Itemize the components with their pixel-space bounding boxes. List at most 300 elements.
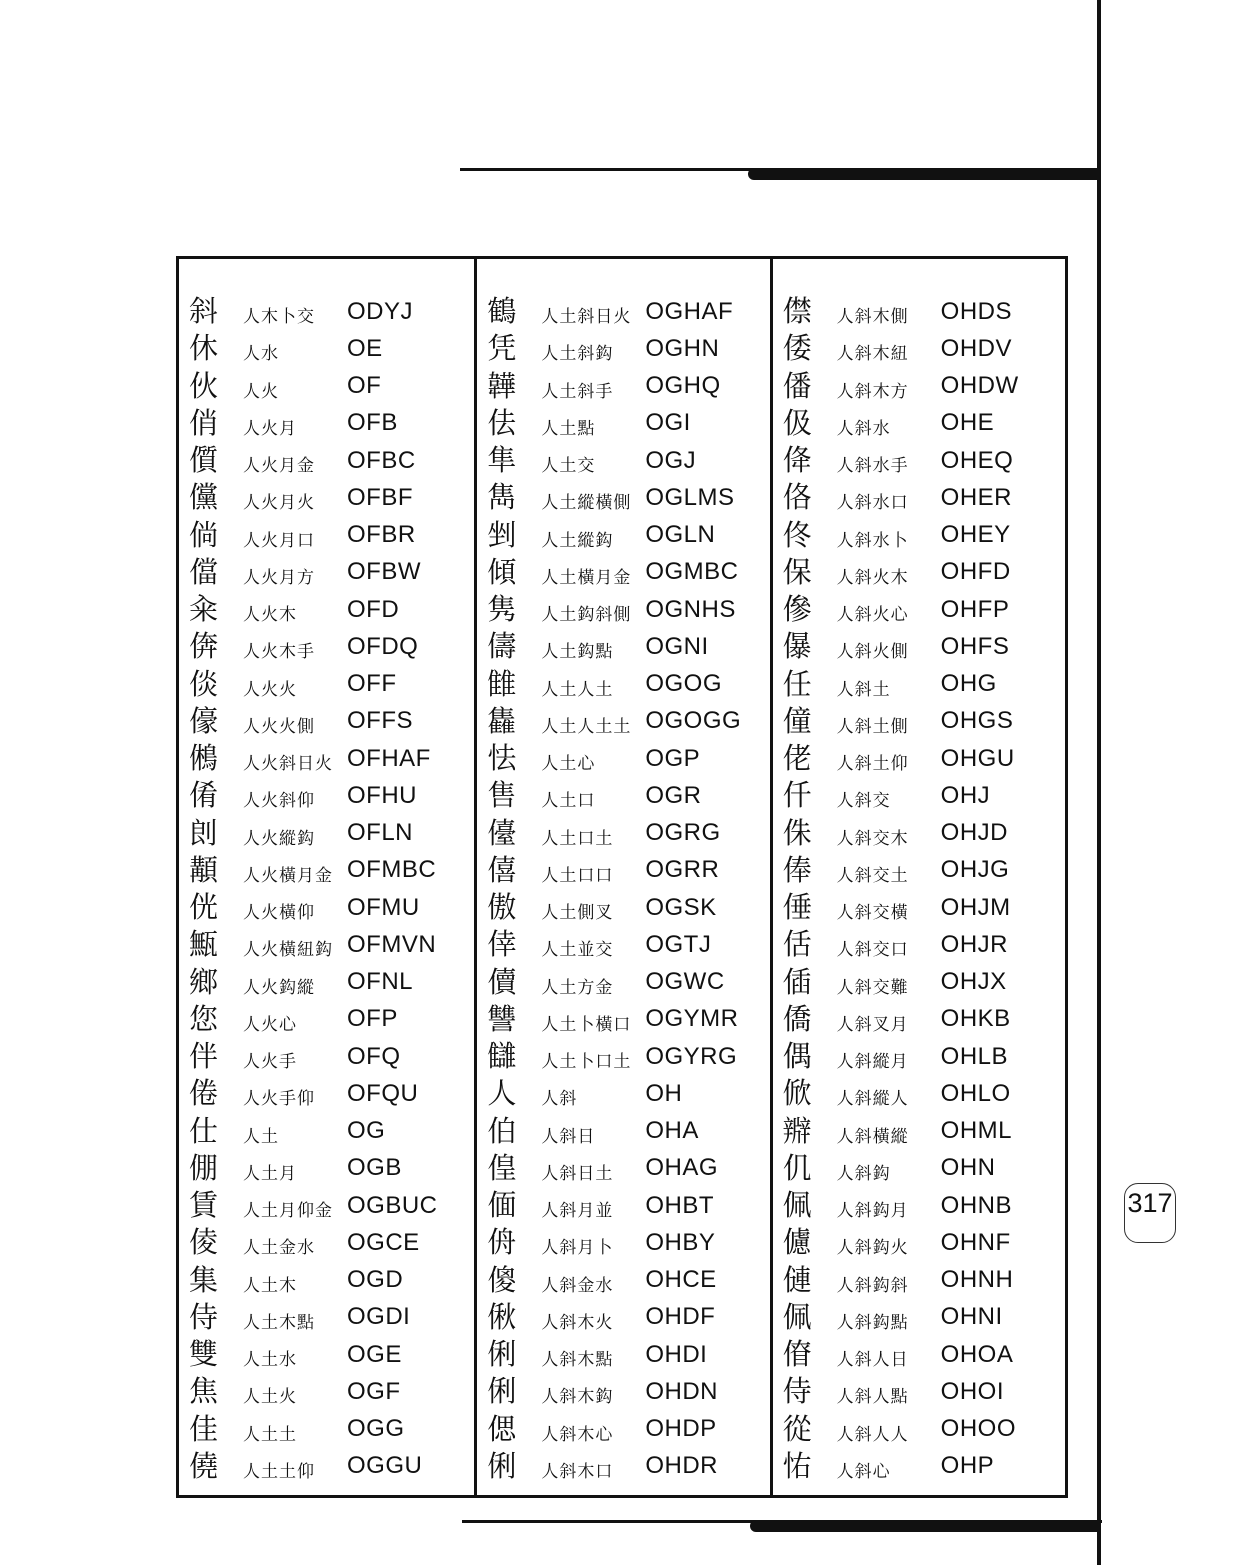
code: OHML bbox=[940, 1117, 1013, 1145]
radicals: 人土火 bbox=[243, 1387, 297, 1408]
code: OHOO bbox=[940, 1415, 1017, 1443]
radicals: 人火火側 bbox=[243, 716, 315, 737]
character: 偶 bbox=[782, 1039, 812, 1074]
radicals: 人火斜仰 bbox=[243, 791, 315, 812]
radicals: 人土側叉 bbox=[541, 903, 614, 924]
code: OGB bbox=[347, 1154, 402, 1182]
table-row bbox=[783, 1187, 1065, 1224]
code: OHFD bbox=[940, 558, 1011, 586]
character: 倖 bbox=[487, 927, 517, 962]
radicals: 人火月 bbox=[243, 418, 297, 439]
table-row bbox=[783, 293, 1065, 330]
character: 佸 bbox=[782, 927, 812, 962]
radicals: 人水 bbox=[243, 344, 279, 365]
top-rule-bar bbox=[748, 168, 1100, 180]
radicals: 人斜土側 bbox=[836, 716, 909, 737]
table-row bbox=[189, 368, 474, 405]
code: OHNB bbox=[940, 1191, 1013, 1219]
code: OFNL bbox=[347, 968, 414, 996]
radicals: 人土月仰金 bbox=[243, 1201, 333, 1222]
code: OHJ bbox=[940, 781, 991, 809]
table-row bbox=[783, 1299, 1065, 1336]
table-row bbox=[487, 926, 769, 963]
character: 佫 bbox=[782, 480, 812, 515]
radicals: 人土木點 bbox=[243, 1312, 315, 1333]
character: 伋 bbox=[782, 405, 812, 440]
table-row bbox=[487, 293, 769, 330]
code: OGD bbox=[347, 1266, 404, 1294]
character: 保 bbox=[782, 554, 812, 589]
radicals: 人斜橫縱 bbox=[836, 1126, 909, 1147]
radicals: 人斜水手 bbox=[836, 456, 909, 477]
character: 韡 bbox=[487, 368, 517, 403]
character: 集 bbox=[189, 1262, 219, 1297]
code: OFP bbox=[347, 1005, 398, 1033]
radicals: 人斜木點 bbox=[541, 1350, 614, 1371]
table-row bbox=[189, 1299, 474, 1336]
table-row bbox=[487, 517, 769, 554]
character: 您 bbox=[189, 1001, 219, 1036]
character: 僆 bbox=[782, 1262, 812, 1297]
radicals: 人土 bbox=[243, 1126, 279, 1147]
radicals: 人土縱鈎 bbox=[541, 530, 614, 551]
vertical-rule bbox=[1097, 0, 1101, 1565]
code: OHOA bbox=[940, 1340, 1014, 1368]
code: OHBY bbox=[645, 1228, 716, 1256]
table-row bbox=[189, 1224, 474, 1261]
code: OFBR bbox=[347, 521, 416, 549]
table-row bbox=[487, 1001, 769, 1038]
table-row bbox=[189, 703, 474, 740]
radicals: 人土人土土 bbox=[541, 716, 632, 737]
table-row bbox=[189, 628, 474, 665]
radicals: 人土心 bbox=[541, 754, 596, 775]
radicals: 人土木 bbox=[243, 1275, 297, 1296]
code: OFHAF bbox=[347, 744, 431, 772]
code-table bbox=[176, 256, 1068, 1498]
character: 㸤 bbox=[782, 1113, 812, 1148]
character: 傻 bbox=[487, 1262, 517, 1297]
radicals: 人斜月卜 bbox=[541, 1238, 614, 1259]
character: 從 bbox=[782, 1411, 812, 1446]
character: 僥 bbox=[189, 1448, 219, 1483]
code: OGYMR bbox=[645, 1005, 739, 1033]
character: 侜 bbox=[487, 1225, 517, 1260]
character: 偛 bbox=[782, 964, 812, 999]
radicals: 人斜交 bbox=[836, 791, 891, 812]
table-row bbox=[487, 405, 769, 442]
table-row bbox=[487, 330, 769, 367]
character: 僖 bbox=[487, 852, 517, 887]
radicals: 人斜月並 bbox=[541, 1201, 614, 1222]
radicals: 人斜木火 bbox=[541, 1312, 614, 1333]
character: 俐 bbox=[487, 1337, 517, 1372]
character: 籴 bbox=[189, 592, 219, 627]
character: 佬 bbox=[782, 741, 812, 776]
character: 伴 bbox=[189, 1039, 219, 1074]
radicals: 人土方金 bbox=[541, 977, 614, 998]
radicals: 人土並交 bbox=[541, 940, 614, 961]
table-row bbox=[783, 964, 1065, 1001]
code: OHDI bbox=[645, 1340, 708, 1368]
code: OGDI bbox=[347, 1303, 411, 1331]
code: OFMU bbox=[347, 893, 420, 921]
code: OFMVN bbox=[347, 930, 437, 958]
radicals: 人火鈎縱 bbox=[243, 977, 315, 998]
code: OFB bbox=[347, 409, 398, 437]
character: 傲 bbox=[487, 890, 517, 925]
table-row bbox=[189, 852, 474, 889]
table-row bbox=[487, 964, 769, 1001]
code: OHFP bbox=[940, 595, 1010, 623]
character: 顜 bbox=[189, 852, 219, 887]
character: 雥 bbox=[487, 703, 517, 738]
code: OGF bbox=[347, 1377, 401, 1405]
code: OGRG bbox=[645, 819, 721, 847]
table-row bbox=[783, 517, 1065, 554]
code: OHBT bbox=[645, 1191, 714, 1219]
table-row bbox=[783, 554, 1065, 591]
code: OGJ bbox=[645, 446, 697, 474]
table-row bbox=[487, 1075, 769, 1112]
character: 倗 bbox=[189, 1150, 219, 1185]
code: OGLMS bbox=[645, 483, 735, 511]
code: OGHAF bbox=[645, 297, 734, 325]
table-row bbox=[487, 1150, 769, 1187]
character: 㤑 bbox=[782, 1448, 812, 1483]
code: OGLN bbox=[645, 521, 716, 549]
character: 雔 bbox=[487, 666, 517, 701]
radicals: 人土人土 bbox=[541, 679, 614, 700]
table-row bbox=[783, 852, 1065, 889]
code: OHER bbox=[940, 483, 1013, 511]
code: OHN bbox=[940, 1154, 996, 1182]
code: OHDS bbox=[940, 297, 1013, 325]
table-row bbox=[783, 479, 1065, 516]
radicals: 人火縱鈎 bbox=[243, 828, 315, 849]
code: OGOGG bbox=[645, 707, 742, 735]
character: 怯 bbox=[487, 741, 517, 776]
table-row bbox=[487, 703, 769, 740]
code: OHJX bbox=[940, 968, 1007, 996]
radicals: 人斜交橫 bbox=[836, 903, 909, 924]
radicals: 人斜木口 bbox=[541, 1461, 614, 1482]
radicals: 人斜火側 bbox=[836, 642, 909, 663]
radicals: 人土口 bbox=[541, 791, 596, 812]
radicals: 人斜鈎斜 bbox=[836, 1275, 909, 1296]
code: OHKB bbox=[940, 1005, 1011, 1033]
table-row bbox=[189, 1150, 474, 1187]
table-row bbox=[487, 1113, 769, 1150]
character: 仕 bbox=[189, 1113, 219, 1148]
table-row bbox=[189, 1448, 474, 1485]
character: 俐 bbox=[487, 1374, 517, 1409]
character: 偲 bbox=[487, 1411, 517, 1446]
table-row bbox=[783, 777, 1065, 814]
code: OGBUC bbox=[347, 1191, 438, 1219]
radicals: 人火斜日火 bbox=[243, 754, 333, 775]
radicals: 人土卜口土 bbox=[541, 1052, 632, 1073]
code: OHEY bbox=[940, 521, 1011, 549]
character: 侏 bbox=[782, 815, 812, 850]
table-row bbox=[189, 1373, 474, 1410]
radicals: 人斜交土 bbox=[836, 865, 909, 886]
character: 賃 bbox=[189, 1188, 219, 1223]
code: OGNI bbox=[645, 632, 709, 660]
character: 僮 bbox=[782, 703, 812, 738]
character: 休 bbox=[189, 331, 219, 366]
character: 人 bbox=[487, 1076, 517, 1111]
character: 倦 bbox=[189, 1076, 219, 1111]
character: 儢 bbox=[782, 1225, 812, 1260]
table-row bbox=[189, 1075, 474, 1112]
character: 焦 bbox=[189, 1374, 219, 1409]
radicals: 人土金水 bbox=[243, 1238, 315, 1259]
radicals: 人斜水口 bbox=[836, 493, 909, 514]
table-row bbox=[487, 1336, 769, 1373]
radicals: 人火心 bbox=[243, 1014, 297, 1035]
radicals: 人斜人日 bbox=[836, 1350, 909, 1371]
radicals: 人斜木鈎 bbox=[541, 1387, 614, 1408]
table-row bbox=[487, 1262, 769, 1299]
radicals: 人斜土仰 bbox=[836, 754, 909, 775]
character: 倘 bbox=[189, 517, 219, 552]
code: OHEQ bbox=[940, 446, 1014, 474]
code: OGG bbox=[347, 1415, 405, 1443]
radicals: 人土土 bbox=[243, 1424, 297, 1445]
code: OFBW bbox=[347, 558, 421, 586]
table-row bbox=[487, 1448, 769, 1485]
character: 倕 bbox=[782, 890, 812, 925]
table-row bbox=[487, 852, 769, 889]
character: 斜 bbox=[189, 294, 219, 329]
table-row bbox=[189, 1262, 474, 1299]
radicals: 人土口土 bbox=[541, 828, 614, 849]
character: 仉 bbox=[782, 1150, 812, 1185]
character: 倭 bbox=[782, 331, 812, 366]
table-row bbox=[487, 777, 769, 814]
character: 佳 bbox=[189, 1411, 219, 1446]
code: OHJD bbox=[940, 819, 1009, 847]
code: OGE bbox=[347, 1340, 402, 1368]
radicals: 人斜日 bbox=[541, 1126, 596, 1147]
code: OF bbox=[347, 372, 382, 400]
table-row bbox=[783, 368, 1065, 405]
character: 鵂 bbox=[189, 741, 219, 776]
character: 倄 bbox=[189, 778, 219, 813]
radicals: 人斜交木 bbox=[836, 828, 909, 849]
character: 讐 bbox=[487, 1001, 517, 1036]
character: 儫 bbox=[189, 703, 219, 738]
character: 倓 bbox=[189, 666, 219, 701]
table-row bbox=[189, 889, 474, 926]
table-row bbox=[487, 889, 769, 926]
radicals: 人火月火 bbox=[243, 493, 315, 514]
table-row bbox=[189, 330, 474, 367]
code: OGR bbox=[645, 781, 702, 809]
code: OHNI bbox=[940, 1303, 1003, 1331]
character: 售 bbox=[487, 778, 517, 813]
table-row bbox=[487, 591, 769, 628]
table-row bbox=[189, 1187, 474, 1224]
code: OGTJ bbox=[645, 930, 712, 958]
radicals: 人斜縱人 bbox=[836, 1089, 909, 1110]
table-column bbox=[179, 259, 474, 1495]
table-row bbox=[783, 1336, 1065, 1373]
character: 俽 bbox=[782, 1076, 812, 1111]
radicals: 人斜心 bbox=[836, 1461, 891, 1482]
radicals: 人斜木心 bbox=[541, 1424, 614, 1445]
code: OHDN bbox=[645, 1377, 718, 1405]
character: 隽 bbox=[487, 592, 517, 627]
table-row bbox=[189, 1001, 474, 1038]
code: OFD bbox=[347, 595, 400, 623]
code: OHDV bbox=[940, 334, 1013, 362]
character: 佩 bbox=[782, 1299, 812, 1334]
radicals: 人火木 bbox=[243, 605, 297, 626]
character: 傪 bbox=[782, 592, 812, 627]
character: 鶴 bbox=[487, 294, 517, 329]
table-row bbox=[189, 591, 474, 628]
radicals: 人火月金 bbox=[243, 456, 315, 477]
table-row bbox=[189, 666, 474, 703]
table-row bbox=[783, 591, 1065, 628]
character: 僸 bbox=[782, 294, 812, 329]
radicals: 人斜叉月 bbox=[836, 1014, 909, 1035]
radicals: 人土土仰 bbox=[243, 1461, 315, 1482]
table-row bbox=[189, 777, 474, 814]
table-row bbox=[487, 368, 769, 405]
character: 傄 bbox=[782, 1337, 812, 1372]
table-row bbox=[487, 1299, 769, 1336]
character: 剉 bbox=[487, 517, 517, 552]
table-row bbox=[487, 554, 769, 591]
table-row bbox=[189, 479, 474, 516]
radicals: 人火 bbox=[243, 381, 279, 402]
code: OGYRG bbox=[645, 1042, 738, 1070]
character: 伙 bbox=[189, 368, 219, 403]
table-row bbox=[487, 1411, 769, 1448]
character: 侍 bbox=[189, 1299, 219, 1334]
code: OHA bbox=[645, 1117, 699, 1145]
character: 儔 bbox=[487, 629, 517, 664]
table-row bbox=[189, 964, 474, 1001]
code: OHGS bbox=[940, 707, 1014, 735]
code: OHDP bbox=[645, 1415, 717, 1443]
character: 偢 bbox=[487, 1299, 517, 1334]
table-row bbox=[487, 1373, 769, 1410]
radicals: 人斜鈎 bbox=[836, 1163, 891, 1184]
code: OGNHS bbox=[645, 595, 736, 623]
radicals: 人火月方 bbox=[243, 567, 315, 588]
code: OHNH bbox=[940, 1266, 1014, 1294]
table-row bbox=[189, 926, 474, 963]
radicals: 人斜鈎月 bbox=[836, 1201, 909, 1222]
table-row bbox=[487, 1038, 769, 1075]
code: OGWC bbox=[645, 968, 725, 996]
character: 佭 bbox=[782, 443, 812, 478]
code: OGP bbox=[645, 744, 701, 772]
code: OFBC bbox=[347, 446, 416, 474]
table-row bbox=[783, 1001, 1065, 1038]
character: 讎 bbox=[487, 1039, 517, 1074]
table-row bbox=[783, 1150, 1065, 1187]
code: OHJM bbox=[940, 893, 1011, 921]
code: OGHQ bbox=[645, 372, 721, 400]
radicals: 人木卜交 bbox=[243, 307, 315, 328]
code: OHFS bbox=[940, 632, 1010, 660]
radicals: 人斜火木 bbox=[836, 567, 909, 588]
table-row bbox=[487, 442, 769, 479]
radicals: 人土橫月金 bbox=[541, 567, 632, 588]
code: OHLB bbox=[940, 1042, 1009, 1070]
code: OHGU bbox=[940, 744, 1015, 772]
radicals: 人火手仰 bbox=[243, 1089, 315, 1110]
code: OFQU bbox=[347, 1079, 419, 1107]
character: 伯 bbox=[487, 1113, 517, 1148]
table-row bbox=[783, 1373, 1065, 1410]
radicals: 人土斜日火 bbox=[541, 307, 632, 328]
code: OHP bbox=[940, 1452, 995, 1480]
code: OGOG bbox=[645, 670, 722, 698]
table-row bbox=[783, 1224, 1065, 1261]
radicals: 人土交 bbox=[541, 456, 596, 477]
table-row bbox=[189, 1038, 474, 1075]
code: OFFS bbox=[347, 707, 413, 735]
character: 傾 bbox=[487, 554, 517, 589]
code: OFMBC bbox=[347, 856, 437, 884]
table-row bbox=[189, 517, 474, 554]
table-row bbox=[783, 1411, 1065, 1448]
table-row bbox=[783, 740, 1065, 777]
code: OGMBC bbox=[645, 558, 739, 586]
code: OFLN bbox=[347, 819, 414, 847]
radicals: 人土水 bbox=[243, 1350, 297, 1371]
table-row bbox=[783, 926, 1065, 963]
character: 儻 bbox=[189, 480, 219, 515]
character: 鄉 bbox=[189, 964, 219, 999]
code: OGRR bbox=[645, 856, 720, 884]
character: 佩 bbox=[782, 1188, 812, 1223]
character: 儨 bbox=[189, 443, 219, 478]
character: 雙 bbox=[189, 1337, 219, 1372]
radicals: 人火橫紐鈎 bbox=[243, 940, 333, 961]
character: 凭 bbox=[487, 331, 517, 366]
code: OGSK bbox=[645, 893, 717, 921]
radicals: 人斜木方 bbox=[836, 381, 909, 402]
code: OHLO bbox=[940, 1079, 1011, 1107]
table-row bbox=[783, 1075, 1065, 1112]
radicals: 人斜縱月 bbox=[836, 1052, 909, 1073]
radicals: 人斜木側 bbox=[836, 307, 909, 328]
radicals: 人土鈎點 bbox=[541, 642, 614, 663]
character: 侊 bbox=[189, 890, 219, 925]
code: ODYJ bbox=[347, 297, 414, 325]
table-row bbox=[487, 479, 769, 516]
radicals: 人土卜橫口 bbox=[541, 1014, 632, 1035]
radicals: 人火手 bbox=[243, 1052, 297, 1073]
code: OHDR bbox=[645, 1452, 718, 1480]
character: 剆 bbox=[189, 815, 219, 850]
code: OHCE bbox=[645, 1266, 717, 1294]
character: 雋 bbox=[487, 480, 517, 515]
radicals: 人土口口 bbox=[541, 865, 614, 886]
code: OG bbox=[347, 1117, 386, 1145]
character: 倴 bbox=[189, 629, 219, 664]
code: OFBF bbox=[347, 483, 413, 511]
radicals: 人斜水 bbox=[836, 418, 891, 439]
table-row bbox=[783, 442, 1065, 479]
